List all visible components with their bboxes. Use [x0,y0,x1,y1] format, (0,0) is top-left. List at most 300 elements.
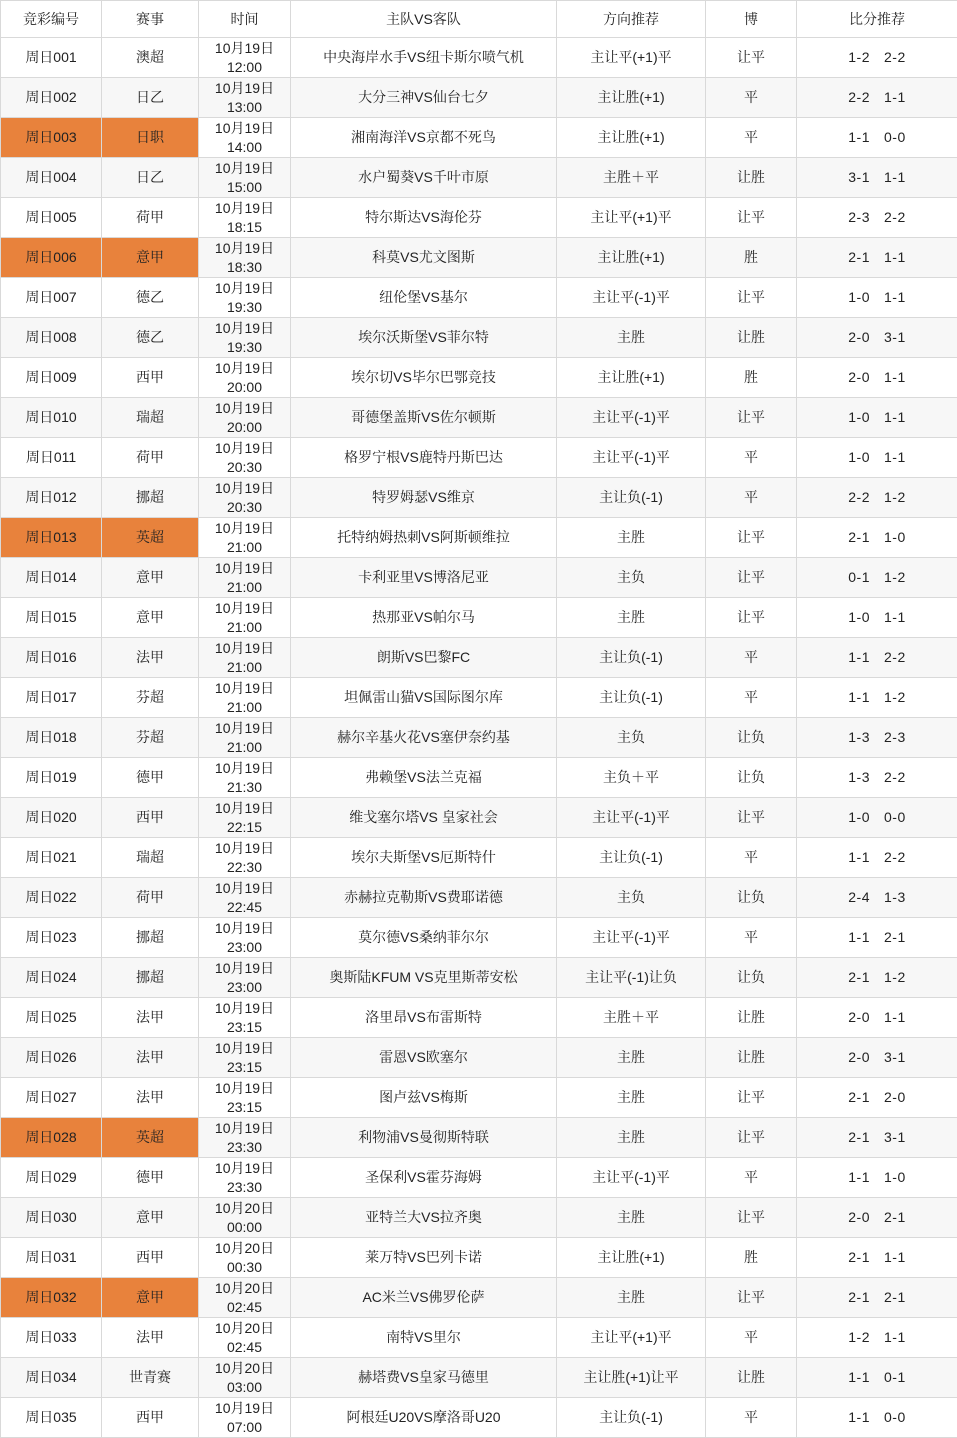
cell-time [199,118,291,158]
cell-bo: 让平 [706,38,797,78]
cell-bo: 让负 [706,958,797,998]
table-row[interactable] [1,78,957,118]
cell-clock-text: 23:30 [199,1178,290,1197]
score-option-2: 2-2 [884,648,906,667]
cell-date-text: 10月19日 [199,999,290,1018]
table-row[interactable] [1,518,957,558]
cell-league: 意甲 [102,238,199,278]
cell-date-text: 10月19日 [199,1399,290,1418]
cell-time [199,1078,291,1118]
cell-match-id: 周日019 [1,758,102,798]
cell-date-text: 10月19日 [199,159,290,178]
cell-teams: 弗赖堡VS法兰克福 [291,758,557,798]
cell-clock-text: 14:00 [199,138,290,157]
cell-time [199,518,291,558]
table-row[interactable] [1,1198,957,1238]
cell-time [199,998,291,1038]
cell-bo: 胜 [706,358,797,398]
cell-match-id: 周日033 [1,1318,102,1358]
score-option-2: 1-1 [884,288,906,307]
cell-date-text: 10月19日 [199,679,290,698]
cell-clock-text: 18:15 [199,218,290,237]
cell-match-id: 周日013 [1,518,102,558]
cell-match-id: 周日004 [1,158,102,198]
cell-direction: 主让胜(+1) [557,358,706,398]
cell-direction: 主让负(-1) [557,478,706,518]
cell-match-id: 周日012 [1,478,102,518]
cell-clock-text: 21:30 [199,778,290,797]
table-row[interactable] [1,38,957,78]
score-option-1: 3-1 [848,168,870,187]
cell-time [199,438,291,478]
cell-time [199,278,291,318]
cell-match-id: 周日028 [1,1118,102,1158]
cell-teams: 大分三神VS仙台七夕 [291,78,557,118]
cell-direction: 主让胜(+1)让平 [557,1358,706,1398]
cell-date-text: 10月19日 [199,599,290,618]
table-row[interactable] [1,1118,957,1158]
cell-date-text: 10月19日 [199,439,290,458]
header-teams: 主队VS客队 [291,1,557,38]
score-option-1: 0-1 [848,568,870,587]
cell-clock-text: 18:30 [199,258,290,277]
cell-match-id: 周日024 [1,958,102,998]
score-option-1: 2-1 [848,1288,870,1307]
score-option-1: 2-1 [848,528,870,547]
cell-time [199,158,291,198]
cell-date-text: 10月19日 [199,559,290,578]
cell-league: 法甲 [102,1078,199,1118]
cell-bo: 让平 [706,278,797,318]
cell-score [797,718,957,758]
table-row[interactable] [1,1078,957,1118]
score-option-2: 1-1 [884,448,906,467]
cell-direction: 主负 [557,878,706,918]
cell-teams: 赫尔辛基火花VS塞伊奈约基 [291,718,557,758]
cell-league: 意甲 [102,598,199,638]
cell-bo: 让平 [706,1078,797,1118]
cell-clock-text: 21:00 [199,658,290,677]
cell-clock-text: 20:00 [199,378,290,397]
cell-time [199,1238,291,1278]
cell-clock-text: 21:00 [199,738,290,757]
table-row[interactable] [1,998,957,1038]
score-option-2: 2-3 [884,728,906,747]
cell-direction: 主胜 [557,1278,706,1318]
table-row[interactable] [1,798,957,838]
score-option-1: 2-3 [848,208,870,227]
cell-date-text: 10月19日 [199,719,290,738]
cell-teams: 格罗宁根VS鹿特丹斯巴达 [291,438,557,478]
cell-date-text: 10月19日 [199,119,290,138]
table-row[interactable] [1,438,957,478]
cell-direction: 主让平(-1)平 [557,1158,706,1198]
cell-clock-text: 20:30 [199,458,290,477]
score-option-1: 1-0 [848,608,870,627]
cell-direction: 主让胜(+1) [557,118,706,158]
cell-match-id: 周日026 [1,1038,102,1078]
score-option-1: 2-0 [848,1008,870,1027]
cell-bo: 让平 [706,518,797,558]
cell-time [199,318,291,358]
score-option-2: 1-2 [884,688,906,707]
cell-score [797,798,957,838]
score-option-1: 1-1 [848,688,870,707]
cell-direction: 主让平(-1)平 [557,438,706,478]
table-row[interactable] [1,118,957,158]
cell-direction: 主胜 [557,598,706,638]
cell-clock-text: 23:30 [199,1138,290,1157]
cell-bo: 让平 [706,598,797,638]
table-row[interactable] [1,358,957,398]
cell-date-text: 10月19日 [199,919,290,938]
cell-bo: 让平 [706,798,797,838]
cell-bo: 平 [706,1158,797,1198]
cell-league: 法甲 [102,1038,199,1078]
cell-score [797,838,957,878]
cell-direction: 主让平(-1)让负 [557,958,706,998]
table-row[interactable] [1,1398,957,1438]
score-option-2: 1-1 [884,168,906,187]
cell-direction: 主负＋平 [557,758,706,798]
cell-score [797,1238,957,1278]
table-row[interactable] [1,198,957,238]
cell-match-id: 周日014 [1,558,102,598]
cell-time [199,478,291,518]
cell-clock-text: 20:30 [199,498,290,517]
cell-direction: 主胜 [557,1118,706,1158]
cell-bo: 平 [706,478,797,518]
cell-score [797,478,957,518]
table-row[interactable] [1,1278,957,1318]
cell-date-text: 10月20日 [199,1319,290,1338]
cell-direction: 主让平(-1)平 [557,278,706,318]
cell-score [797,758,957,798]
cell-league: 日乙 [102,158,199,198]
cell-match-id: 周日031 [1,1238,102,1278]
score-option-2: 1-1 [884,1328,906,1347]
table-row[interactable] [1,838,957,878]
cell-match-id: 周日027 [1,1078,102,1118]
score-option-2: 0-0 [884,128,906,147]
table-row[interactable] [1,598,957,638]
cell-bo: 让平 [706,1278,797,1318]
cell-direction: 主让负(-1) [557,638,706,678]
table-row[interactable] [1,238,957,278]
score-option-1: 1-2 [848,48,870,67]
cell-league: 世青赛 [102,1358,199,1398]
cell-league: 澳超 [102,38,199,78]
cell-time [199,1318,291,1358]
cell-clock-text: 07:00 [199,1418,290,1437]
cell-league: 挪超 [102,958,199,998]
score-option-2: 1-1 [884,88,906,107]
cell-direction: 主让平(-1)平 [557,798,706,838]
score-option-1: 1-2 [848,1328,870,1347]
cell-league: 西甲 [102,798,199,838]
cell-league: 法甲 [102,998,199,1038]
cell-league: 德乙 [102,278,199,318]
cell-direction: 主让胜(+1) [557,238,706,278]
score-option-2: 2-2 [884,768,906,787]
cell-clock-text: 21:00 [199,698,290,717]
table-row[interactable] [1,1358,957,1398]
score-option-1: 2-2 [848,88,870,107]
cell-match-id: 周日023 [1,918,102,958]
score-option-1: 1-0 [848,288,870,307]
cell-score [797,678,957,718]
cell-match-id: 周日035 [1,1398,102,1438]
score-option-2: 0-1 [884,1368,906,1387]
cell-bo: 让负 [706,758,797,798]
score-option-2: 1-1 [884,408,906,427]
table-row[interactable] [1,398,957,438]
cell-direction: 主让平(-1)平 [557,398,706,438]
cell-date-text: 10月19日 [199,959,290,978]
cell-teams: 亚特兰大VS拉齐奥 [291,1198,557,1238]
cell-time [199,598,291,638]
table-row[interactable] [1,1158,957,1198]
cell-date-text: 10月20日 [199,1239,290,1258]
score-option-2: 3-1 [884,328,906,347]
cell-teams: 利物浦VS曼彻斯特联 [291,1118,557,1158]
cell-bo: 平 [706,78,797,118]
cell-time [199,78,291,118]
cell-teams: 赫塔费VS皇家马德里 [291,1358,557,1398]
table-row[interactable] [1,638,957,678]
cell-match-id: 周日010 [1,398,102,438]
cell-time [199,1158,291,1198]
score-option-1: 1-1 [848,1168,870,1187]
table-row[interactable] [1,878,957,918]
table-row[interactable] [1,1238,957,1278]
cell-clock-text: 22:45 [199,898,290,917]
cell-score [797,598,957,638]
cell-score [797,358,957,398]
score-option-1: 2-1 [848,1248,870,1267]
cell-teams: 坦佩雷山猫VS国际图尔库 [291,678,557,718]
cell-match-id: 周日003 [1,118,102,158]
cell-direction: 主胜 [557,1198,706,1238]
score-option-2: 3-1 [884,1048,906,1067]
cell-league: 西甲 [102,1398,199,1438]
cell-score [797,1318,957,1358]
cell-direction: 主让平(-1)平 [557,918,706,958]
cell-match-id: 周日025 [1,998,102,1038]
cell-date-text: 10月19日 [199,759,290,778]
cell-match-id: 周日001 [1,38,102,78]
cell-direction: 主让负(-1) [557,678,706,718]
cell-score [797,318,957,358]
cell-match-id: 周日002 [1,78,102,118]
score-option-1: 1-1 [848,848,870,867]
cell-league: 意甲 [102,1278,199,1318]
cell-time [199,1398,291,1438]
score-option-2: 1-2 [884,568,906,587]
cell-bo: 胜 [706,1238,797,1278]
cell-score [797,78,957,118]
cell-time [199,1198,291,1238]
score-option-2: 0-0 [884,808,906,827]
table-body [1,38,957,1438]
cell-bo: 让平 [706,198,797,238]
score-option-1: 1-1 [848,928,870,947]
cell-league: 德甲 [102,1158,199,1198]
score-option-1: 2-0 [848,328,870,347]
table-row[interactable] [1,278,957,318]
table-row[interactable] [1,758,957,798]
score-option-1: 2-4 [848,888,870,907]
cell-teams: 哥德堡盖斯VS佐尔顿斯 [291,398,557,438]
score-option-1: 2-2 [848,488,870,507]
cell-date-text: 10月19日 [199,79,290,98]
cell-bo: 平 [706,918,797,958]
cell-bo: 平 [706,438,797,478]
cell-clock-text: 22:15 [199,818,290,837]
cell-teams: 纽伦堡VS基尔 [291,278,557,318]
table-row[interactable] [1,478,957,518]
cell-time [199,718,291,758]
cell-teams: 热那亚VS帕尔马 [291,598,557,638]
cell-match-id: 周日009 [1,358,102,398]
cell-league: 荷甲 [102,878,199,918]
cell-teams: 赤赫拉克勒斯VS费耶诺德 [291,878,557,918]
score-option-2: 1-3 [884,888,906,907]
table-row[interactable] [1,158,957,198]
cell-score [797,1398,957,1438]
cell-score [797,1158,957,1198]
cell-teams: 南特VS里尔 [291,1318,557,1358]
cell-bo: 平 [706,678,797,718]
cell-direction: 主让负(-1) [557,838,706,878]
cell-match-id: 周日021 [1,838,102,878]
cell-league: 法甲 [102,638,199,678]
score-option-1: 1-0 [848,448,870,467]
cell-match-id: 周日008 [1,318,102,358]
cell-bo: 让胜 [706,318,797,358]
cell-date-text: 10月19日 [199,239,290,258]
cell-bo: 让胜 [706,1358,797,1398]
score-option-1: 2-1 [848,248,870,267]
cell-match-id: 周日022 [1,878,102,918]
cell-teams: 奥斯陆KFUM VS克里斯蒂安松 [291,958,557,998]
cell-league: 芬超 [102,678,199,718]
cell-time [199,558,291,598]
cell-date-text: 10月19日 [199,399,290,418]
score-option-2: 1-1 [884,368,906,387]
cell-bo: 让胜 [706,1038,797,1078]
cell-clock-text: 15:00 [199,178,290,197]
table-row[interactable] [1,558,957,598]
cell-date-text: 10月19日 [199,199,290,218]
cell-bo: 让平 [706,398,797,438]
cell-teams: 维戈塞尔塔VS 皇家社会 [291,798,557,838]
cell-bo: 让平 [706,1198,797,1238]
cell-score [797,638,957,678]
cell-direction: 主胜 [557,518,706,558]
cell-direction: 主让平(+1)平 [557,198,706,238]
cell-league: 法甲 [102,1318,199,1358]
cell-time [199,238,291,278]
cell-teams: 湘南海洋VS京都不死鸟 [291,118,557,158]
cell-clock-text: 03:00 [199,1378,290,1397]
cell-score [797,438,957,478]
table-row[interactable] [1,918,957,958]
cell-teams: 图卢兹VS梅斯 [291,1078,557,1118]
cell-date-text: 10月19日 [199,799,290,818]
cell-date-text: 10月19日 [199,279,290,298]
cell-date-text: 10月19日 [199,1079,290,1098]
cell-bo: 让平 [706,1118,797,1158]
cell-score [797,998,957,1038]
cell-league: 挪超 [102,918,199,958]
cell-score [797,398,957,438]
cell-league: 英超 [102,1118,199,1158]
cell-clock-text: 23:00 [199,978,290,997]
table-row[interactable] [1,718,957,758]
cell-match-id: 周日030 [1,1198,102,1238]
cell-time [199,878,291,918]
cell-league: 德乙 [102,318,199,358]
cell-match-id: 周日029 [1,1158,102,1198]
score-option-2: 1-2 [884,488,906,507]
cell-teams: 洛里昂VS布雷斯特 [291,998,557,1038]
cell-bo: 平 [706,1398,797,1438]
cell-time [199,358,291,398]
cell-date-text: 10月19日 [199,879,290,898]
cell-clock-text: 12:00 [199,58,290,77]
cell-date-text: 10月19日 [199,479,290,498]
score-option-2: 2-1 [884,1208,906,1227]
score-option-2: 0-0 [884,1408,906,1427]
score-option-1: 2-0 [848,1208,870,1227]
cell-league: 瑞超 [102,838,199,878]
cell-bo: 让负 [706,878,797,918]
score-option-1: 2-1 [848,968,870,987]
cell-time [199,198,291,238]
cell-league: 荷甲 [102,438,199,478]
cell-time [199,398,291,438]
cell-match-id: 周日015 [1,598,102,638]
cell-teams: 特罗姆瑟VS维京 [291,478,557,518]
cell-date-text: 10月20日 [199,1359,290,1378]
cell-score [797,918,957,958]
table-row[interactable] [1,318,957,358]
cell-match-id: 周日032 [1,1278,102,1318]
table-row[interactable] [1,1318,957,1358]
cell-score [797,518,957,558]
cell-direction: 主胜＋平 [557,998,706,1038]
cell-score [797,238,957,278]
cell-clock-text: 19:30 [199,298,290,317]
score-option-1: 1-1 [848,648,870,667]
cell-time [199,1278,291,1318]
cell-clock-text: 20:00 [199,418,290,437]
cell-direction: 主让胜(+1) [557,1238,706,1278]
score-option-2: 2-0 [884,1088,906,1107]
cell-time [199,638,291,678]
cell-time [199,958,291,998]
cell-clock-text: 23:15 [199,1058,290,1077]
header-row [1,1,957,38]
score-option-2: 1-1 [884,1008,906,1027]
cell-bo: 让平 [706,558,797,598]
table-row[interactable] [1,1038,957,1078]
table-row[interactable] [1,958,957,998]
cell-score [797,198,957,238]
cell-score [797,158,957,198]
table-row[interactable] [1,678,957,718]
